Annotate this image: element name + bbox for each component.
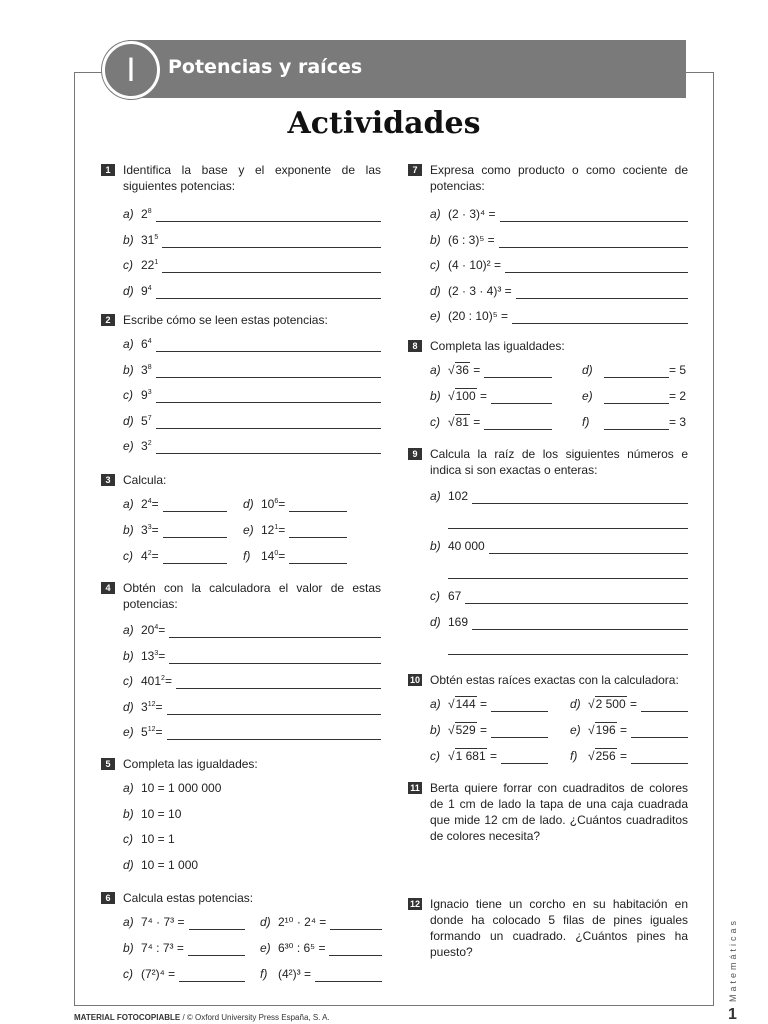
question-11 [408,780,688,844]
equals: = [616,723,627,737]
item-expression: 102 [448,489,469,503]
exponent: 4 [147,338,152,345]
item-label: a) [123,915,134,929]
answer-row [123,232,381,248]
question-text: Ignacio tiene un corcho en su habitación en donde ha colocado 5 filas de pines iguales formando un cuadrado. ¿Cuántos pines ha puesto? [430,897,688,959]
answer-line[interactable] [167,703,382,715]
answer-line[interactable] [330,918,382,930]
answer-line[interactable] [631,726,688,738]
exponent: 2 [161,675,165,682]
answer-row: f) $14^0$ = [243,548,347,564]
answer-row [430,414,552,430]
question-number: 3 [101,474,115,486]
question-text: Calcula estas potencias: [123,891,254,905]
question-10 [408,672,688,763]
power: $22^1$ [141,258,159,272]
radicand: 529 [455,723,476,737]
answer-line[interactable] [604,366,669,378]
footer [74,1013,330,1022]
power: $31^5$ [141,232,159,247]
answer-row [123,780,381,796]
answer-line[interactable] [329,944,382,956]
answer-row [260,940,382,956]
answer-row [430,488,688,504]
answer-line[interactable] [162,261,381,273]
item-label: b) [430,723,441,737]
item-label: c) [430,589,440,603]
power: $20^4$ [141,623,159,637]
answer-row [430,308,688,324]
question-7 [408,162,688,323]
answer-line[interactable] [491,700,548,712]
question-number: 5 [101,758,115,770]
item-label: a) [430,207,441,221]
answer-row [570,722,688,738]
item-label: a) [123,337,134,351]
radicand: 100 [455,389,476,403]
item-expression: 40 000 [448,539,485,553]
answer-line[interactable] [641,700,688,712]
question-number: 10 [409,675,420,685]
item-expression: (6 : 3)⁵ = [448,232,495,247]
answer-line[interactable] [189,918,245,930]
item-expression: 2¹⁰ · 2⁴ = [278,915,327,929]
question-4 [101,580,381,739]
answer-row [430,283,688,299]
question-1 [101,162,381,298]
answer-line[interactable] [289,526,347,538]
answer-line[interactable] [188,944,245,956]
exponent: 1 [274,524,279,531]
item-expression: = 5 [668,363,686,377]
exponent: 4 [147,498,152,505]
power: $9^3$ [141,388,152,402]
item-label: c) [123,388,133,402]
exponent: 12 [147,700,156,708]
question-number: 4 [101,582,115,594]
question-text: Calcula la raíz de los siguientes números e indica si son exactas o enteras: [430,447,688,477]
radicand: 2 500 [595,697,626,711]
answer-row [123,387,381,403]
exponent: 4 [154,624,159,631]
item-expression: (4 · 10)² = [448,258,502,272]
answer-line[interactable] [491,392,552,404]
power: $2^8$ [141,207,152,221]
question-12 [408,896,688,960]
answer-row [430,722,548,738]
equals: = [616,749,627,763]
item-label: f) [570,749,578,763]
square-root: √81 = [448,415,481,429]
equals: = [486,749,497,763]
item-expression: 7⁴ · 7³ = [141,915,185,929]
answer-row: e) $5^{12}$ = [123,724,381,740]
question-number: 12 [409,899,420,909]
answer-row: b) $13^3$ = [123,648,381,664]
answer-line[interactable] [162,236,381,248]
answer-row: a) $20^4$ = [123,622,381,638]
item-expression: (2 · 3)⁴ = [448,207,496,221]
item-label: e) [123,725,134,739]
item-label: f) [260,967,268,981]
item-expression: 10 = 1 000 000 [141,781,222,795]
answer-line[interactable] [484,418,552,430]
answer-row [430,388,552,404]
item-label: b) [430,232,441,247]
item-label: e) [123,439,134,453]
question-number: 11 [408,782,422,794]
answer-line[interactable] [491,726,548,738]
answer-row: b) $3^3$ = [123,522,227,538]
power: $10^6$ [261,497,279,511]
exponent: 1 [154,259,159,266]
answer-line[interactable] [156,340,381,352]
answer-row [123,857,381,873]
item-expression: (4²)³ = [278,967,311,981]
answer-line[interactable] [156,442,381,454]
equals: = [476,697,487,711]
item-label: c) [430,258,440,272]
answer-row [123,966,245,982]
item-expression: (2 · 3 · 4)³ = [448,283,512,298]
item-expression: 67 [448,589,462,603]
answer-row [123,831,381,847]
answer-line[interactable] [156,287,381,299]
exponent: 4 [147,284,152,292]
unit-number: I [102,41,160,99]
answer-row [123,206,381,222]
answer-row [430,206,688,222]
item-label: a) [123,207,134,221]
answer-line[interactable] [448,643,688,655]
question-3 [101,472,381,563]
answer-line[interactable] [501,752,548,764]
item-label: b) [123,648,134,663]
item-label: b) [123,362,134,377]
exponent: 5 [154,233,159,241]
equals: = [469,415,481,429]
answer-row: c) $401^2$ = [123,673,381,689]
item-label: d) [123,857,134,872]
question-text: Expresa como producto o como cociente de potencias: [430,163,688,193]
power: $3^3$ [141,523,152,537]
answer-row [582,388,686,404]
exponent: 8 [147,363,152,371]
answer-line[interactable] [448,567,688,579]
equals: = [476,389,487,403]
radicand: 144 [455,697,476,711]
unit-title: Potencias y raíces [168,56,363,78]
item-expression: = 2 [668,389,686,403]
item-expression: (20 : 10)⁵ = [448,309,509,323]
square-root: √100 = [448,389,487,403]
item-label: c) [123,549,133,563]
radicand: 196 [595,723,616,737]
power: $5^7$ [141,413,152,428]
question-number: 1 [101,164,115,176]
page-number: 1 [728,1006,737,1023]
square-root: √2 500 = [588,697,637,711]
answer-row [582,362,686,378]
item-label: d) [582,363,593,377]
power: $12^1$ [261,523,279,537]
item-label: b) [123,523,134,537]
question-2 [101,312,381,453]
equals: = [469,363,481,377]
item-label: e) [243,523,254,537]
power: $2^4$ [141,497,152,511]
question-number: 8 [408,340,422,352]
answer-row [570,748,688,764]
answer-row [123,806,381,822]
item-expression: 10 = 1 [141,832,175,846]
question-number: 2 [101,314,115,326]
power: $3^{12}$ [141,699,156,714]
power: $4^2$ [141,549,152,563]
answer-row: a) $2^4$ = [123,496,227,512]
item-label: f) [582,415,590,429]
question-text: Obtén con la calculadora el valor de estas potencias: [123,581,381,611]
question-text: Completa las igualdades: [123,757,258,771]
answer-row [430,232,688,248]
item-expression: (7²)⁴ = [141,967,176,981]
answer-row [570,696,688,712]
question-text: Calcula: [123,473,167,487]
item-label: c) [123,258,133,272]
answer-line[interactable] [156,417,381,429]
power: $3^8$ [141,362,152,377]
square-root: √1 681 = [448,749,497,763]
item-label: a) [430,363,441,377]
item-expression: 10 = 10 [141,806,182,821]
radicand: 256 [595,749,616,763]
answer-row [123,914,245,930]
footer-bold: MATERIAL FOTOCOPIABLE [74,1013,181,1022]
answer-row [123,283,381,299]
item-expression: = 3 [668,415,686,429]
radicand: 81 [455,415,469,429]
item-label: a) [430,697,441,711]
equals: = [626,697,637,711]
item-label: b) [430,389,441,403]
item-label: b) [123,806,134,821]
item-label: a) [430,489,441,503]
answer-line[interactable] [465,592,688,604]
question-number: 7 [408,164,422,176]
answer-row [430,614,688,630]
square-root: √144 = [448,697,487,711]
square-root: √36 = [448,363,481,377]
answer-row [260,914,382,930]
item-label: a) [123,781,134,795]
power: $14^0$ [261,549,279,563]
item-label: c) [123,674,133,688]
answer-row [430,538,688,554]
item-label: d) [570,697,581,711]
answer-line[interactable] [289,500,347,512]
exponent: 2 [147,440,152,447]
item-expression: 7⁴ : 7³ = [141,941,184,955]
answer-row [430,362,552,378]
answer-row [123,362,381,378]
item-label: d) [123,699,134,714]
answer-line[interactable] [169,626,381,638]
question-text: Identifica la base y el exponente de las siguientes potencias: [123,163,381,193]
item-label: b) [123,232,134,247]
exponent: 8 [147,208,152,215]
answer-line[interactable] [156,210,381,222]
question-number: 9 [408,448,422,460]
question-5 [101,756,381,872]
equals: = [476,723,487,737]
item-label: e) [430,309,441,323]
answer-row [123,413,381,429]
item-expression: 6³⁰ : 6⁵ = [278,941,326,955]
answer-line[interactable] [505,261,688,273]
power: $6^4$ [141,337,152,351]
item-expression: 10 = 1 000 [141,857,199,872]
item-label: c) [430,415,440,429]
question-text: Completa las igualdades: [430,339,565,353]
item-label: b) [123,941,134,955]
power: $401^2$ [141,674,165,688]
answer-line[interactable] [500,210,688,222]
answer-line[interactable] [516,287,688,299]
question-text: Obtén estas raíces exactas con la calculadora: [430,673,679,687]
question-9 [408,446,688,629]
question-number: 6 [101,892,115,904]
answer-line[interactable] [315,970,382,982]
item-label: a) [123,497,134,511]
answer-row [123,257,381,273]
answer-row: d) $3^{12}$ = [123,699,381,715]
answer-line[interactable] [163,552,227,564]
exponent: 3 [147,524,152,531]
square-root: √196 = [588,723,627,737]
answer-line[interactable] [448,517,688,529]
power: $9^4$ [141,283,152,298]
radicand: 36 [455,363,469,377]
answer-line[interactable] [169,652,381,664]
answer-line[interactable] [156,366,381,378]
answer-row [123,940,245,956]
exponent: 12 [147,726,156,733]
item-label: e) [570,723,581,737]
square-root: √256 = [588,749,627,763]
question-text: Escribe cómo se leen estas potencias: [123,313,328,327]
answer-line[interactable] [499,236,688,248]
answer-line[interactable] [604,418,669,430]
item-label: d) [123,283,134,298]
answer-line[interactable] [289,552,347,564]
answer-line[interactable] [156,391,381,403]
answer-line[interactable] [163,526,227,538]
item-label: d) [260,915,271,929]
answer-line[interactable] [512,312,688,324]
question-6 [101,890,381,981]
answer-line[interactable] [604,392,669,404]
question-text: Berta quiere forrar con cuadraditos de colores de 1 cm de lado la tapa de una caja cuadrada que mide 12 cm de lado. ¿Cuántos cuadraditos de colores necesita? [430,781,688,843]
answer-line[interactable] [631,752,688,764]
item-label: c) [123,967,133,981]
answer-line[interactable] [176,677,381,689]
item-label: d) [243,497,254,511]
power: $5^{12}$ [141,725,156,739]
item-label: d) [430,615,441,629]
exponent: 7 [147,414,152,422]
exponent: 2 [147,550,152,557]
page-title: Actividades [287,106,481,141]
footer-text: / © Oxford University Press España, S. A. [180,1013,330,1022]
answer-row [260,966,382,982]
item-label: d) [123,413,134,428]
side-label: Matemáticas [728,917,738,1002]
square-root: √529 = [448,723,487,737]
item-label: e) [260,941,271,955]
question-8 [408,338,688,429]
exponent: 3 [154,649,159,657]
answer-line[interactable] [472,618,688,630]
answer-row [123,438,381,454]
item-expression: 169 [448,615,469,629]
answer-row: e) $12^1$ = [243,522,347,538]
answer-line[interactable] [489,542,688,554]
item-label: f) [243,549,251,563]
answer-row [430,696,548,712]
item-label: c) [123,832,133,846]
item-label: e) [582,389,593,403]
answer-row: c) $4^2$ = [123,548,227,564]
radicand: 1 681 [455,749,486,763]
answer-line[interactable] [167,728,382,740]
exponent: 6 [274,498,279,505]
item-label: a) [123,623,134,637]
answer-row: d) $10^6$ = [243,496,347,512]
answer-row [430,257,688,273]
answer-line[interactable] [179,970,245,982]
answer-line[interactable] [163,500,227,512]
answer-row [430,588,688,604]
power: $13^3$ [141,648,159,663]
answer-row [430,748,548,764]
answer-line[interactable] [484,366,552,378]
item-label: c) [430,749,440,763]
exponent: 3 [147,389,152,396]
power: $3^2$ [141,439,152,453]
exponent: 0 [274,550,279,557]
item-label: d) [430,283,441,298]
item-label: b) [430,539,441,553]
answer-row [123,336,381,352]
answer-row [582,414,686,430]
answer-line[interactable] [472,492,688,504]
